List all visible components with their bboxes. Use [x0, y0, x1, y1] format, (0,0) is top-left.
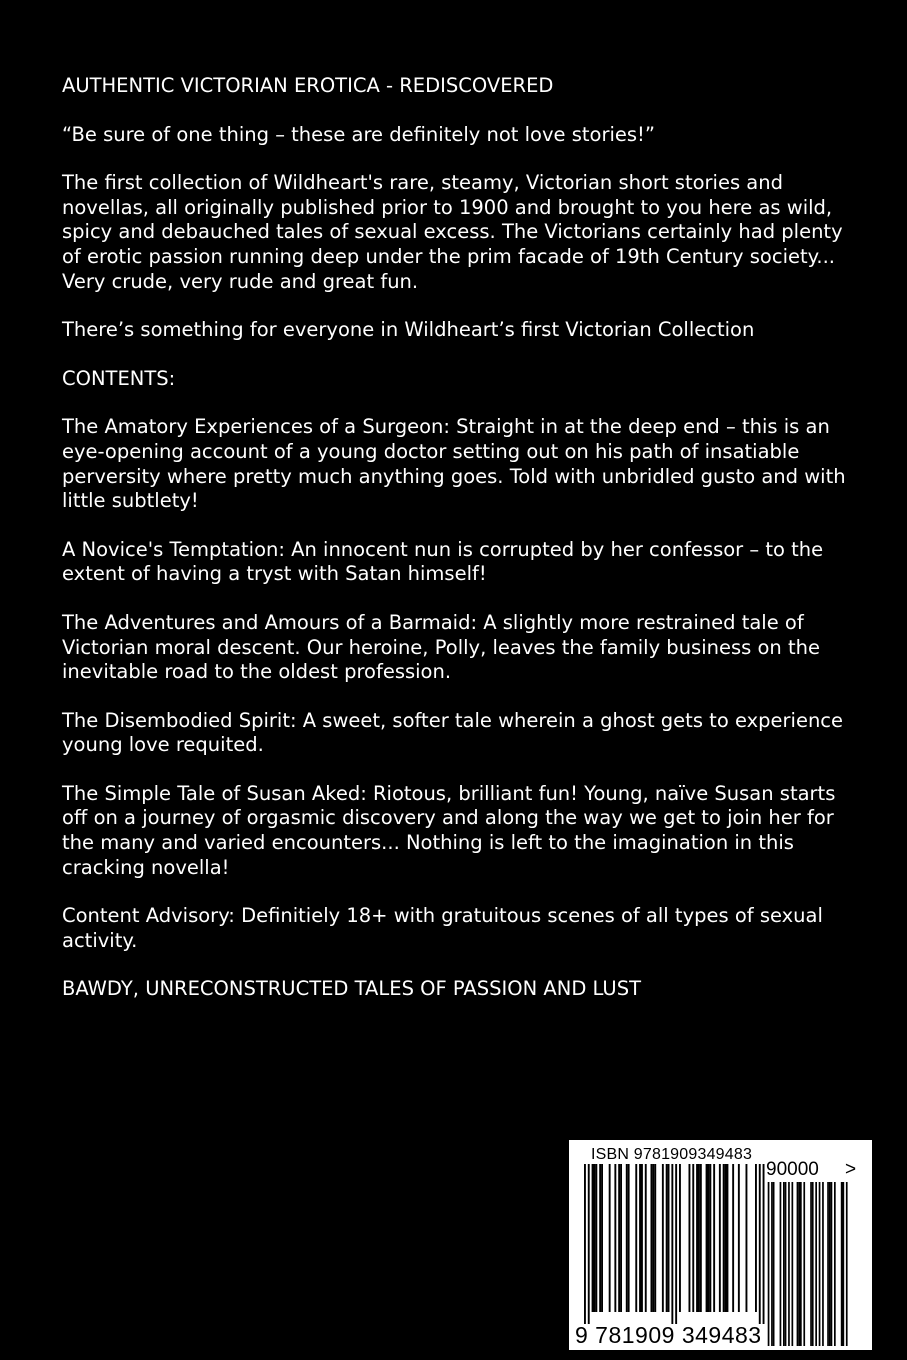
tagline: BAWDY, UNRECONSTRUCTED TALES OF PASSION AND LUST — [62, 977, 641, 1001]
barcode-bar — [773, 1182, 775, 1346]
back-cover-text — [62, 74, 852, 1026]
barcode-bar — [689, 1164, 691, 1312]
barcode-bar — [798, 1182, 800, 1346]
isbn-label: ISBN 9781909349483 — [591, 1146, 753, 1163]
barcode-bar — [812, 1182, 814, 1346]
barcode-bar — [846, 1182, 848, 1346]
barcode-bar — [727, 1164, 729, 1312]
intro-paragraph: The first collection of Wildheart's rare, steamy, Victorian short stories and novellas, all originally published prior to 1900 and brought to you here as wild, spicy and debauched tales of sexual excess. The Victorians certainly had plenty of erotic passion running deep under the prim facade of 19th Century society... Very crude, very rude and great fun. — [62, 171, 843, 293]
barcode-bar — [628, 1164, 630, 1312]
barcode-bar — [792, 1182, 794, 1346]
barcode-bar — [626, 1164, 628, 1312]
barcode-bar — [785, 1182, 787, 1346]
barcode-bar — [780, 1182, 782, 1346]
barcode-bar — [815, 1182, 817, 1346]
pull-quote: “Be sure of one thing – these are definitely not love stories!” — [62, 122, 655, 146]
barcode-bar — [822, 1182, 824, 1346]
barcode-bar — [841, 1182, 843, 1346]
barcode-bar — [829, 1182, 831, 1346]
story-novice: A Novice's Temptation: An innocent nun is corrupted by her confessor – to the extent of having a tryst with Satan himself! — [62, 537, 824, 586]
content-advisory: Content Advisory: Definitiely 18+ with gratuitous scenes of all types of sexual activity. — [62, 904, 823, 952]
barcode-bar — [696, 1164, 698, 1312]
barcode-bar — [843, 1182, 845, 1346]
barcode-bar — [788, 1182, 790, 1346]
barcode-bar — [668, 1164, 670, 1312]
barcode-bar — [771, 1182, 773, 1346]
barcode-bar — [679, 1164, 681, 1312]
barcode-bar — [759, 1164, 761, 1324]
barcode-bar — [592, 1164, 594, 1312]
barcode-bar — [652, 1164, 654, 1312]
barcode-bar — [831, 1182, 833, 1346]
barcode-bar — [797, 1182, 799, 1346]
story-spirit: The Disembodied Spirit: A sweet, softer tale wherein a ghost gets to experience young love requited. — [62, 708, 844, 757]
price-addon-number: 90000 — [766, 1159, 819, 1180]
barcode-bar — [692, 1164, 694, 1312]
collection-note: There’s something for everyone in Wildheart’s first Victorian Collection — [62, 318, 755, 342]
barcode-bar — [746, 1164, 748, 1312]
barcode-bar — [783, 1182, 785, 1346]
barcode-bar — [601, 1164, 603, 1312]
barcode-bar — [639, 1164, 641, 1312]
barcode-bar — [803, 1182, 805, 1346]
barcode-bar — [708, 1164, 710, 1312]
barcode-bar — [675, 1164, 677, 1324]
barcode-bar — [706, 1164, 708, 1312]
barcode-bar — [651, 1164, 653, 1312]
barcode-bar — [700, 1164, 702, 1312]
barcode-bar — [645, 1164, 647, 1312]
barcode-bar — [618, 1164, 620, 1312]
story-surgeon: The Amatory Experiences of a Surgeon: Straight in at the deep end – this is an eye-opening account of a young doctor setting out on his path of insatiable perversity where pretty much anything goes. Told with unbridled gusto and with little subtlety! — [62, 415, 846, 513]
barcode-bar — [725, 1164, 727, 1312]
barcode-bar — [635, 1164, 637, 1312]
barcode-bar — [595, 1164, 597, 1312]
barcode-bar — [723, 1164, 725, 1312]
barcode-bar — [810, 1182, 812, 1346]
barcode-bar — [662, 1164, 664, 1312]
barcode-bar — [819, 1182, 821, 1346]
barcode-bar — [709, 1164, 711, 1312]
addon-arrow: > — [845, 1159, 857, 1180]
barcode-bar — [768, 1182, 770, 1346]
barcode-bar — [614, 1164, 616, 1312]
headline: AUTHENTIC VICTORIAN EROTICA - REDISCOVERED — [62, 74, 554, 97]
barcode-bar — [609, 1164, 611, 1312]
barcode-digits: 9 781909 349483 — [575, 1322, 762, 1348]
barcode-bar — [755, 1164, 757, 1312]
barcode-bar — [719, 1164, 721, 1312]
story-susan: The Simple Tale of Susan Aked: Riotous, brilliant fun! Young, naïve Susan starts off on a journey of orgasmic discovery and along the way we get to join her for the many and varied encounters... Nothing is left to the imagination in this cracking novella! — [62, 781, 836, 879]
barcode-bar — [641, 1164, 643, 1312]
story-barmaid: The Adventures and Amours of a Barmaid: A slightly more restrained tale of Victorian moral descent. Our heroine, Polly, leaves the family business on the inevitable road to the oldest profession. — [62, 610, 820, 684]
barcode-bar — [671, 1164, 673, 1324]
barcode-bar — [594, 1164, 596, 1312]
barcode-bar — [738, 1164, 740, 1312]
barcode-bar — [620, 1164, 622, 1312]
barcode-bar — [584, 1164, 586, 1324]
addon-bars — [766, 1182, 858, 1346]
isbn-barcode — [569, 1140, 872, 1350]
barcode-bar — [763, 1164, 765, 1324]
barcode-bar — [713, 1164, 715, 1312]
barcode-bar — [588, 1164, 590, 1324]
barcode-bar — [599, 1164, 601, 1312]
barcode-bar — [732, 1164, 734, 1312]
ean13-bars — [582, 1164, 766, 1324]
barcode-bar — [654, 1164, 656, 1312]
barcode-bar — [834, 1182, 836, 1346]
barcode-bar — [827, 1182, 829, 1346]
contents-heading: CONTENTS: — [62, 366, 176, 390]
barcode-bar — [666, 1164, 668, 1312]
barcode-bar — [698, 1164, 700, 1312]
barcode-bar — [800, 1182, 802, 1346]
